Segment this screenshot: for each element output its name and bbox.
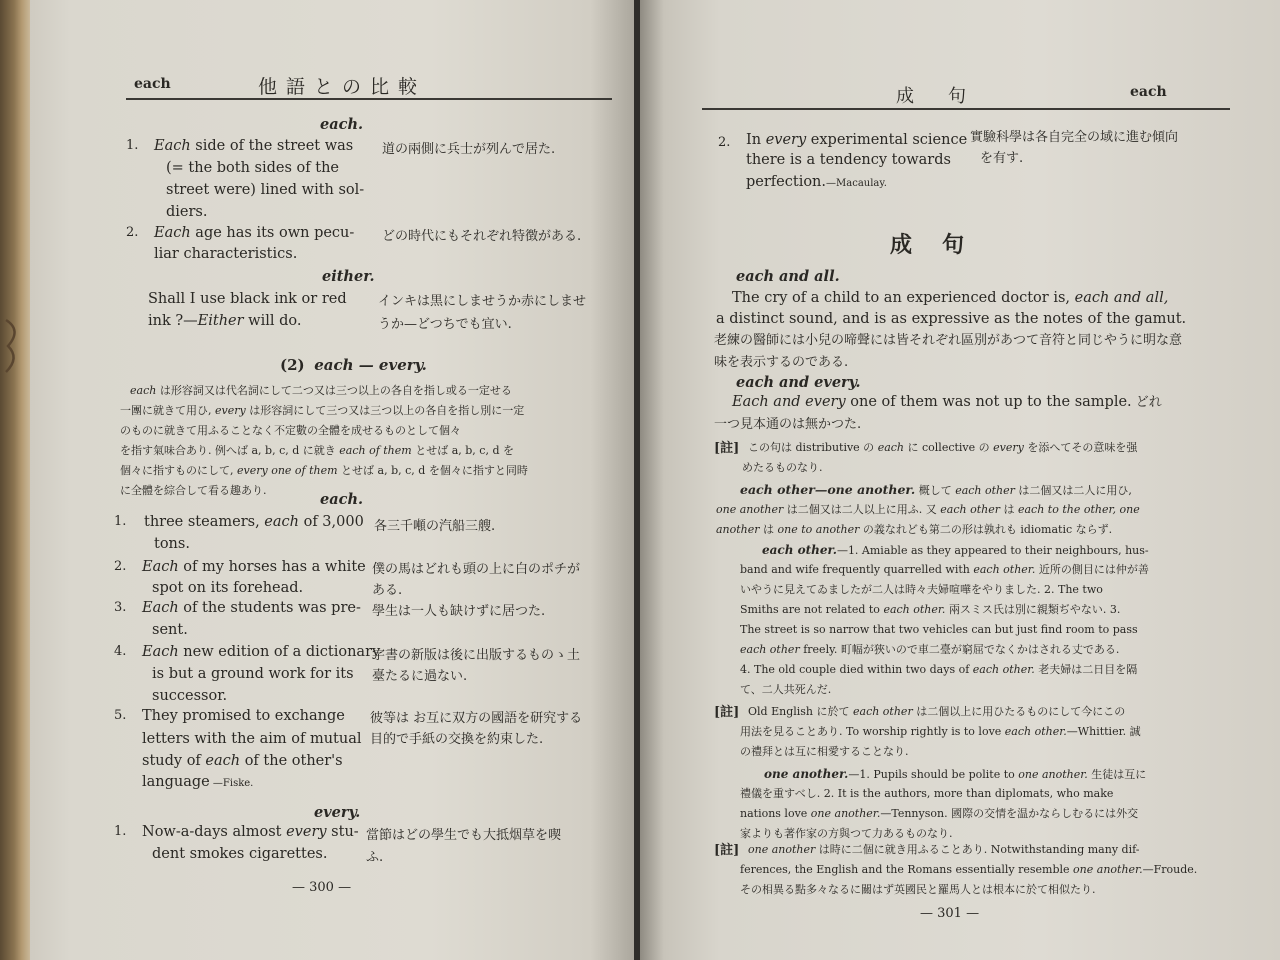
example-line: diers. bbox=[166, 204, 208, 220]
example-line: Each new edition of a dictionary bbox=[142, 644, 381, 660]
paragraph-line: 個々に指すものにして, every one of them とせば a, b, c, d を個々に指すと同時 bbox=[120, 464, 528, 477]
example-line: letters with the aim of mutual bbox=[142, 731, 362, 747]
note-line: この句は distributive の each に collective の every を添へてその意味を强 bbox=[748, 441, 1138, 454]
section-each: each. bbox=[320, 116, 364, 133]
note-tag: [註] bbox=[714, 843, 740, 858]
example-line: there is a tendency towards bbox=[746, 152, 951, 168]
text-line: each other freely. 町幅が狹いので車二臺が窮屈でなくかはされる丈である. bbox=[740, 643, 1120, 656]
example-line: three steamers, each of 3,000 bbox=[144, 514, 364, 530]
example-line: In every experimental science bbox=[746, 132, 968, 148]
right-page bbox=[640, 0, 1280, 960]
paragraph-line: 一團に就きて用ひ, every は形容詞にして三つ又は三つ以上の各自を指し別に一定 bbox=[120, 404, 525, 417]
translation: 老練の醫師には小兒の啼聲には皆それぞれ區別があつて音符と同じやうに明な意 bbox=[714, 333, 1183, 348]
running-head-title: 他語との比較 bbox=[258, 76, 427, 98]
translation: 當節はどの學生でも大抵烟草を喫 bbox=[366, 828, 562, 843]
example-line: study of each of the other's bbox=[142, 753, 343, 769]
example-number: 4. bbox=[114, 644, 127, 659]
note-line: Old English に於て each other は二個以上に用ひたるものにして今にこの bbox=[748, 705, 1126, 718]
paragraph-line: のものに就きて用ふることなく不定數の全體を成せるものとして個々 bbox=[120, 424, 461, 437]
example-line: tons. bbox=[154, 536, 190, 552]
example-line: ink ?—Either will do. bbox=[148, 313, 302, 329]
section-heading: 成句 bbox=[890, 232, 995, 258]
translation: どの時代にもそれぞれ特徴がある. bbox=[382, 229, 582, 244]
text-line: 禮儀を重すべし. 2. It is the authors, more than diplomats, who make bbox=[740, 787, 1114, 800]
example-number: 2. bbox=[114, 559, 127, 574]
example-line: dent smokes cigarettes. bbox=[152, 846, 328, 862]
example-number: 2. bbox=[126, 225, 139, 240]
example-number: 5. bbox=[114, 708, 127, 723]
example-line: language —Fiske. bbox=[142, 774, 254, 790]
note-tag: [註] bbox=[714, 441, 740, 456]
text-line: one another.—1. Pupils should be polite to one another. 生徒は互に bbox=[764, 767, 1147, 781]
running-head-word: each bbox=[134, 76, 171, 92]
example-line: Now-a-days almost every stu- bbox=[142, 824, 359, 840]
example-number: 1. bbox=[114, 824, 127, 839]
note-tag: [註] bbox=[714, 705, 740, 720]
translation: ある. bbox=[372, 583, 403, 598]
example-line: sent. bbox=[152, 622, 188, 638]
translation: 臺たるに過ない. bbox=[372, 669, 468, 684]
example-line: street were) lined with sol- bbox=[166, 182, 365, 198]
page-number: — 300 — bbox=[292, 880, 352, 895]
example-line: Shall I use black ink or red bbox=[148, 291, 347, 307]
text-line: The street is so narrow that two vehicles can but just find room to pass bbox=[740, 623, 1138, 636]
translation: 學生は一人も缺けずに居つた. bbox=[372, 604, 546, 619]
example-number: 1. bbox=[126, 138, 139, 153]
note-line: めたるものなり. bbox=[742, 461, 823, 474]
running-head-word: each bbox=[1130, 84, 1167, 100]
header-rule bbox=[126, 98, 612, 100]
example-number: 2. bbox=[718, 135, 731, 150]
paragraph-line: each は形容詞又は代名詞にして二つ又は三つ以上の各自を指し或る一定せる bbox=[130, 384, 512, 397]
example-line: successor. bbox=[152, 688, 228, 704]
text-line: a distinct sound, and is as expressive as the notes of the gamut. bbox=[716, 311, 1187, 327]
note-line: の禮拜とは互に相愛することなり. bbox=[740, 745, 909, 758]
note-line: 用法を見ることあり. To worship rightly is to love each other.—Whittier. 誠 bbox=[740, 725, 1141, 738]
translation: うか—どつちでも宜い. bbox=[378, 317, 512, 332]
section-each-2: each. bbox=[320, 491, 364, 508]
translation: ふ. bbox=[366, 850, 384, 865]
section-every: every. bbox=[314, 804, 361, 821]
example-line: They promised to exchange bbox=[142, 708, 345, 724]
translation: 道の兩側に兵士が列んで居た. bbox=[382, 142, 556, 157]
header-rule bbox=[702, 108, 1230, 110]
note-line: one another は時に二個に就き用ふることあり. Notwithstanding many dif- bbox=[748, 843, 1140, 856]
example-line: Each side of the street was bbox=[154, 138, 354, 154]
text-line: each other—one another. 概して each other は二個又は二人に用ひ, bbox=[740, 482, 1132, 497]
phrase-each-and-all: each and all. bbox=[736, 268, 840, 285]
example-line: Each age has its own pecu- bbox=[154, 225, 355, 241]
text-line: て、二人共死んだ. bbox=[740, 683, 832, 696]
text-line: 4. The old couple died within two days of each other. 老夫婦は二日目を隔 bbox=[740, 663, 1138, 676]
example-line: perfection.—Macaulay. bbox=[746, 174, 887, 190]
translation: を有す. bbox=[980, 151, 1024, 166]
translation: 僕の馬はどれも頭の上に白のポチが bbox=[372, 562, 581, 577]
example-number: 3. bbox=[114, 600, 127, 615]
text-line: Smiths are not related to each other. 兩スミス氏は別に親類ぢやない. 3. bbox=[740, 603, 1121, 616]
section-either: either. bbox=[322, 268, 375, 285]
translation: 一つ見本通のは無かつた. bbox=[714, 417, 862, 432]
text-line: The cry of a child to an experienced doctor is, each and all, bbox=[732, 290, 1169, 306]
text-line: another は one to another の義なれども第二の形は孰れも idiomatic ならず. bbox=[716, 523, 1113, 536]
example-line: (= the both sides of the bbox=[166, 160, 340, 176]
text-line: nations love one another.—Tennyson. 國際の交情を温かならしむるには外交 bbox=[740, 807, 1139, 820]
example-line: Each of the students was pre- bbox=[142, 600, 361, 616]
translation: 目的で手紙の交換を約束した. bbox=[370, 732, 544, 747]
margin-stamp bbox=[0, 300, 26, 420]
example-line: is but a ground work for its bbox=[152, 666, 354, 682]
text-line: いやうに見えてゐましたが二人は時々夫婦喧嘩をやりました. 2. The two bbox=[740, 583, 1103, 596]
running-head-title: 成句 bbox=[896, 86, 1000, 107]
left-page bbox=[30, 0, 636, 960]
subheading-each-every: (2) each — every. bbox=[280, 356, 427, 374]
translation: インキは黒にしませうか赤にしませ bbox=[378, 294, 587, 309]
example-line: Each of my horses has a white bbox=[142, 559, 366, 575]
text-line: Each and every one of them was not up to the sample. どれ bbox=[732, 394, 1162, 410]
paragraph-line: に全體を綜合して看る趣あり. bbox=[120, 484, 267, 497]
example-number: 1. bbox=[114, 514, 127, 529]
translation: 彼等は お互に双方の國語を研究する bbox=[370, 711, 583, 726]
example-line: liar characteristics. bbox=[154, 246, 298, 262]
translation: 實驗科學は各自完全の域に進む傾向 bbox=[970, 130, 1179, 145]
text-line: one another は二個又は二人以上に用ふ. 又 each other は each to the other, one bbox=[716, 503, 1140, 516]
note-line: その相異る點多々なるに關はず英國民と羅馬人とは根本に於て相似たり. bbox=[740, 883, 1096, 896]
translation: 味を表示するのである. bbox=[714, 355, 849, 370]
translation: 字書の新版は後に出版するものゝ土 bbox=[372, 648, 581, 663]
phrase-each-and-every: each and every. bbox=[736, 374, 861, 391]
translation: 各三千噸の汽船三艘. bbox=[374, 519, 496, 534]
page-number: — 301 — bbox=[920, 906, 980, 921]
note-line: ferences, the English and the Romans essentially resemble one another.—Froude. bbox=[740, 863, 1198, 876]
text-line: 家よりも著作家の方與つて力あるものなり. bbox=[740, 827, 953, 840]
text-line: band and wife frequently quarrelled with each other. 近所の側目には仲が善 bbox=[740, 563, 1149, 576]
text-line: each other.—1. Amiable as they appeared to their neighbours, hus- bbox=[762, 543, 1149, 557]
paragraph-line: を指す氣味合あり. 例へば a, b, c, d に就き each of them とせば a, b, c, d を bbox=[120, 444, 514, 457]
example-line: spot on its forehead. bbox=[152, 580, 304, 596]
